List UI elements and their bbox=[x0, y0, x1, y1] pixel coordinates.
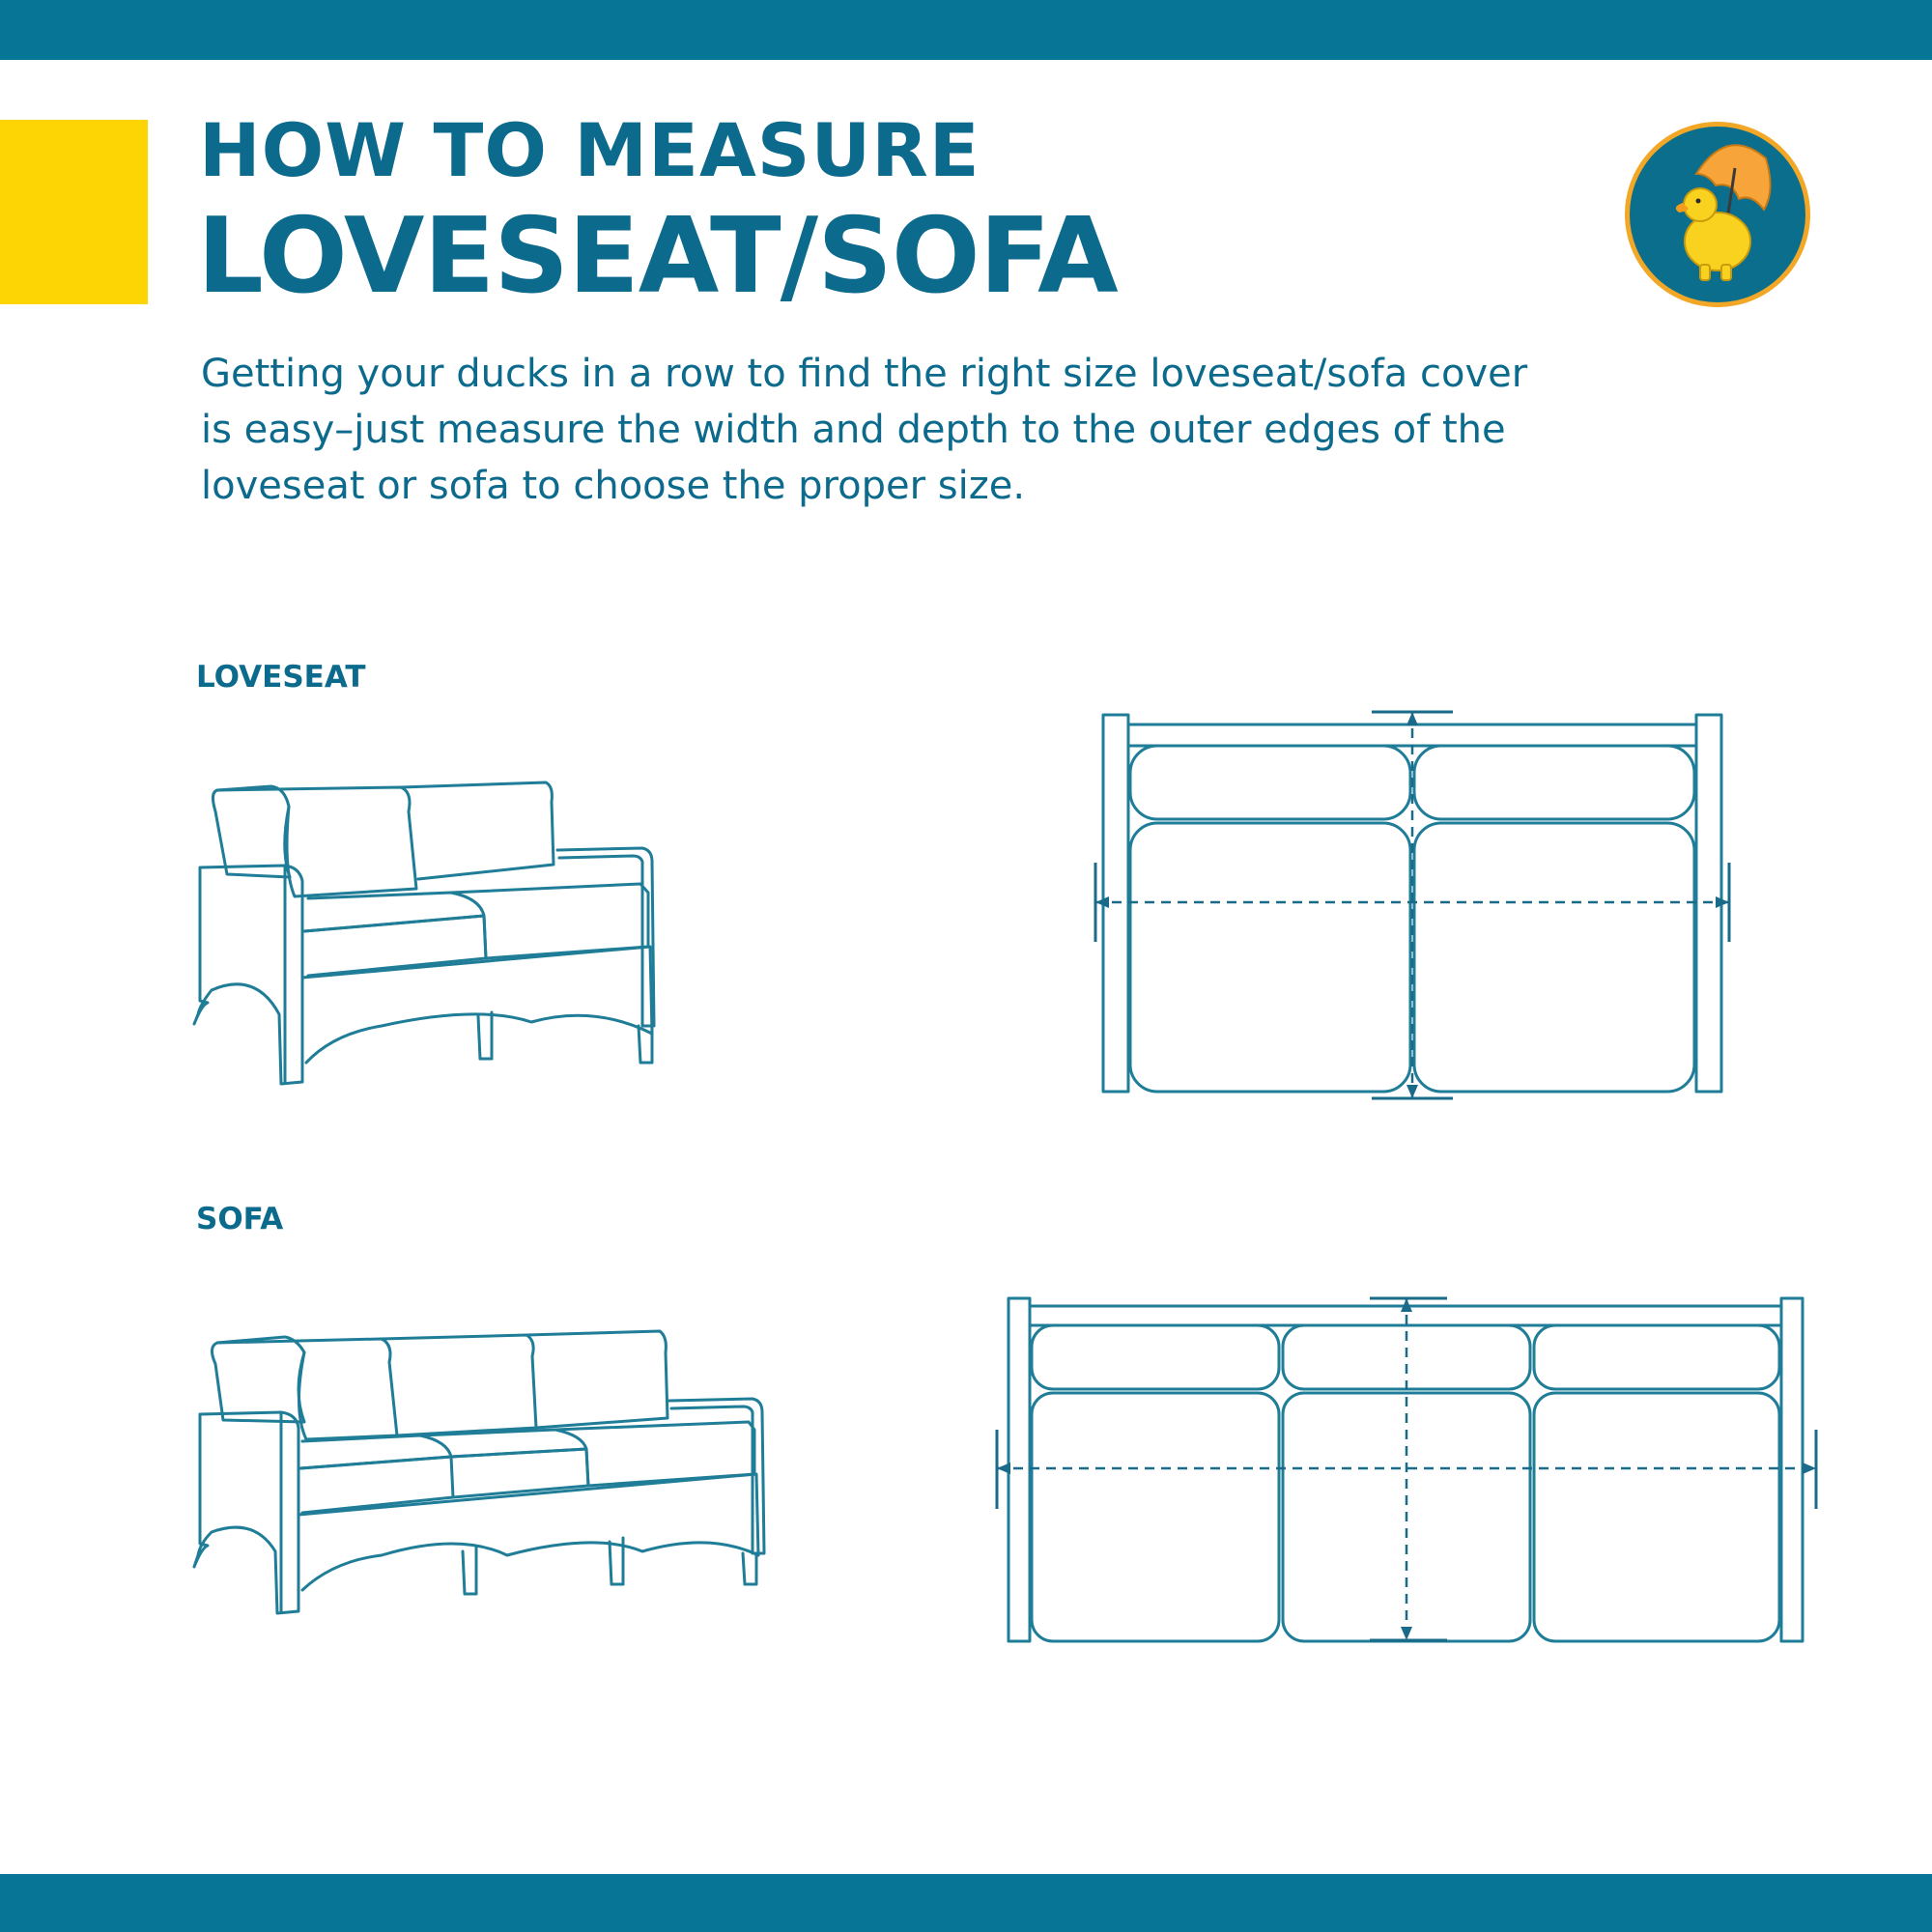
page-title-line-2: LOVESEAT/SOFA bbox=[197, 196, 1118, 317]
intro-line-3: loveseat or sofa to choose the proper size. bbox=[201, 464, 1026, 508]
intro-paragraph bbox=[201, 346, 1602, 514]
loveseat-side-drawing bbox=[188, 773, 671, 1092]
loveseat-label: LOVESEAT bbox=[196, 660, 366, 695]
sofa-top-diagram bbox=[985, 1285, 1835, 1652]
sofa-side-drawing bbox=[188, 1314, 778, 1623]
top-band bbox=[0, 0, 1932, 60]
page-title-line-1: HOW TO MEASURE bbox=[199, 107, 980, 193]
duck-with-umbrella-icon bbox=[1621, 118, 1814, 311]
loveseat-top-diagram bbox=[1082, 700, 1748, 1106]
intro-line-2: is easy–just measure the width and depth to the outer edges of the bbox=[201, 408, 1506, 452]
yellow-accent-block bbox=[0, 120, 148, 304]
intro-line-1: Getting your ducks in a row to find the right size loveseat/sofa cover bbox=[201, 352, 1528, 396]
sofa-label: SOFA bbox=[196, 1202, 284, 1236]
bottom-band bbox=[0, 1874, 1932, 1932]
